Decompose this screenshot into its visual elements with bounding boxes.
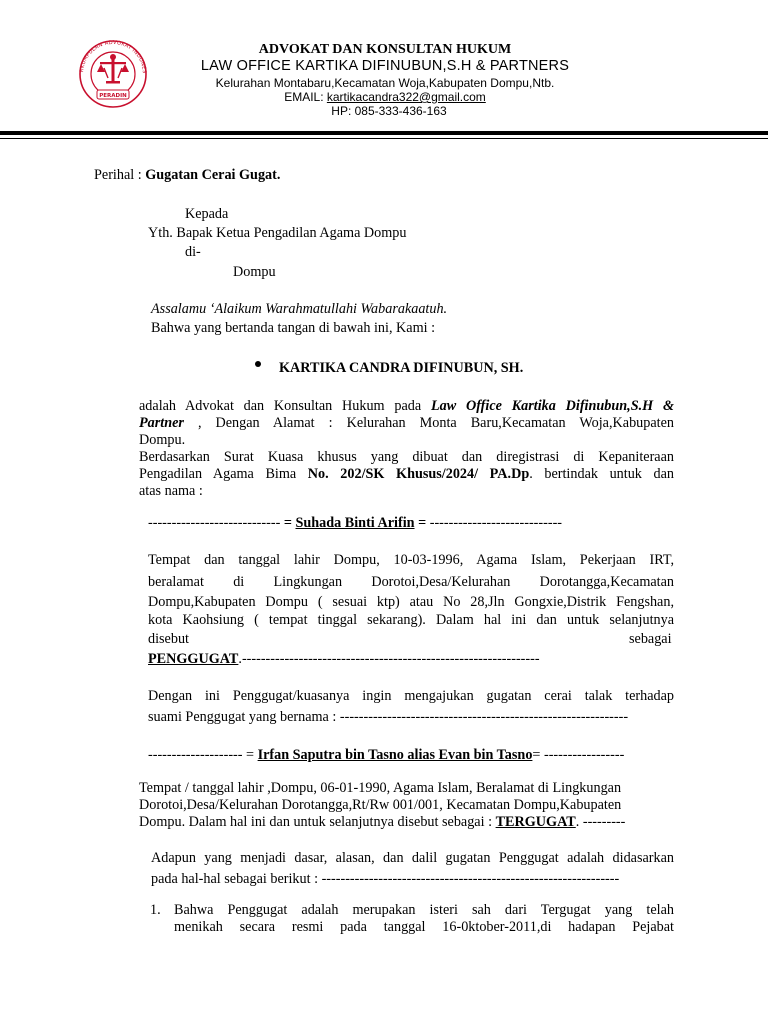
list-item-1-line1: Bahwa Penggugat adalah merupakan isteri sah dari Tergugat yang telah (174, 902, 674, 918)
para2-line5a: disebut (148, 631, 189, 647)
addressee-di: di- (185, 244, 201, 260)
plaintiff-line: ---------------------------- = Suhada Binti Arifin = ---------------------------- (148, 515, 563, 531)
para1-line5: Pengadilan Agama Bima No. 202/SK Khusus/2024/ PA.Dp. bertindak untuk dan (139, 466, 674, 482)
para1-line2: Partner , Dengan Alamat : Kelurahan Monta Baru,Kecamatan Woja,Kabupaten (139, 415, 674, 431)
list-item-1-line2: menikah secara resmi pada tanggal 16-0ktober-2011,di hadapan Pejabat (174, 919, 674, 935)
letterhead-email-line (150, 90, 620, 104)
email-link[interactable]: kartikacandra322@gmail.com (326, 90, 486, 104)
intro-line: Bahwa yang bertanda tangan di bawah ini, Kami : (151, 320, 436, 336)
para3-line1: Dengan ini Penggugat/kuasanya ingin mengajukan gugatan cerai talak terhadap (148, 688, 674, 704)
plaintiff-name: Suhada Binti Arifin (295, 515, 415, 531)
para1-line3: Dompu. (139, 432, 186, 448)
defendant-line: -------------------- = Irfan Saputra bin Tasno alias Evan bin Tasno= ----------------- (148, 747, 625, 763)
advocate-name: KARTIKA CANDRA DIFINUBUN, SH. (279, 360, 524, 376)
addressee-kepada: Kepada (185, 206, 229, 222)
letterhead-firm: LAW OFFICE KARTIKA DIFINUBUN,S.H & PARTNERS (200, 58, 570, 74)
greeting: Assalamu ‘Alaikum Warahmatullahi Wabarakaatuh. (151, 301, 448, 317)
bullet-icon (255, 361, 261, 367)
subject-line (94, 167, 280, 184)
letterhead-title: ADVOKAT DAN KONSULTAN HUKUM (258, 42, 512, 57)
penggugat-label: PENGGUGAT (148, 651, 239, 667)
tergugat-label: TERGUGAT (495, 814, 576, 830)
para2-line6: PENGGUGAT.--------------------------------------------------------------- (148, 651, 540, 667)
para2-line4: kota Kaohsiung ( tempat tinggal sekarang). Dalam hal ini dan untuk selanjutnya (148, 612, 674, 628)
logo-badge-text: PERADIN (99, 93, 127, 99)
para4-line3: Dompu. Dalam hal ini dan untuk selanjutnya disebut sebagai : TERGUGAT. --------- (139, 814, 626, 830)
para5-line2: pada hal-hal sebagai berikut : --------------------------------------------------------------- (151, 871, 620, 887)
para5-line1: Adapun yang menjadi dasar, alasan, dan dalil gugatan Penggugat adalah didasarkan (151, 850, 674, 866)
para4-line2: Dorotoi,Desa/Kelurahan Dorotangga,Rt/Rw 001/001, Kecamatan Dompu,Kabupaten (139, 797, 622, 813)
addressee-yth: Yth. Bapak Ketua Pengadilan Agama Dompu (148, 225, 407, 241)
email-label: EMAIL: (284, 90, 327, 104)
list-number-1: 1. (150, 902, 161, 918)
logo-arc-text: RKUMPULAN ADVOKAT INDONES (79, 39, 148, 74)
para1-line4: Berdasarkan Surat Kuasa khusus yang dibuat dan diregistrasi di Kepaniteraan (139, 449, 674, 465)
letterhead-address: Kelurahan Montabaru,Kecamatan Woja,Kabupaten Dompu,Ntb. (215, 76, 555, 90)
letterhead-phone: HP: 085-333-436-163 (331, 104, 447, 118)
header-rule-thin (0, 138, 768, 139)
subject-label: Perihal : (94, 167, 146, 183)
header-rule-thick (0, 131, 768, 135)
subject-value: Gugatan Cerai Gugat. (145, 167, 281, 183)
para1-line1: adalah Advokat dan Konsultan Hukum pada Law Office Kartika Difinubun,S.H & (139, 398, 674, 414)
peradin-logo (66, 38, 160, 110)
para2-line1: Tempat dan tanggal lahir Dompu, 10-03-1996, Agama Islam, Pekerjaan IRT, (148, 552, 674, 568)
para1-line6: atas nama : (139, 483, 203, 499)
defendant-name: Irfan Saputra bin Tasno alias Evan bin Tasno (257, 747, 533, 763)
para2-line2: beralamat di Lingkungan Dorotoi,Desa/Kelurahan Dorotangga,Kecamatan (148, 574, 674, 590)
para3-line2: suami Penggugat yang bernama : ------------------------------------------------------------- (148, 709, 629, 725)
para2-line3: Dompu,Kabupaten Dompu ( sesuai ktp) atau No 28,Jln Gongxie,Distrik Fengshan, (148, 594, 674, 610)
addressee-city: Dompu (233, 264, 276, 280)
para2-line5b: sebagai (629, 631, 672, 647)
para4-line1: Tempat / tanggal lahir ,Dompu, 06-01-1990, Agama Islam, Beralamat di Lingkungan (139, 780, 622, 796)
